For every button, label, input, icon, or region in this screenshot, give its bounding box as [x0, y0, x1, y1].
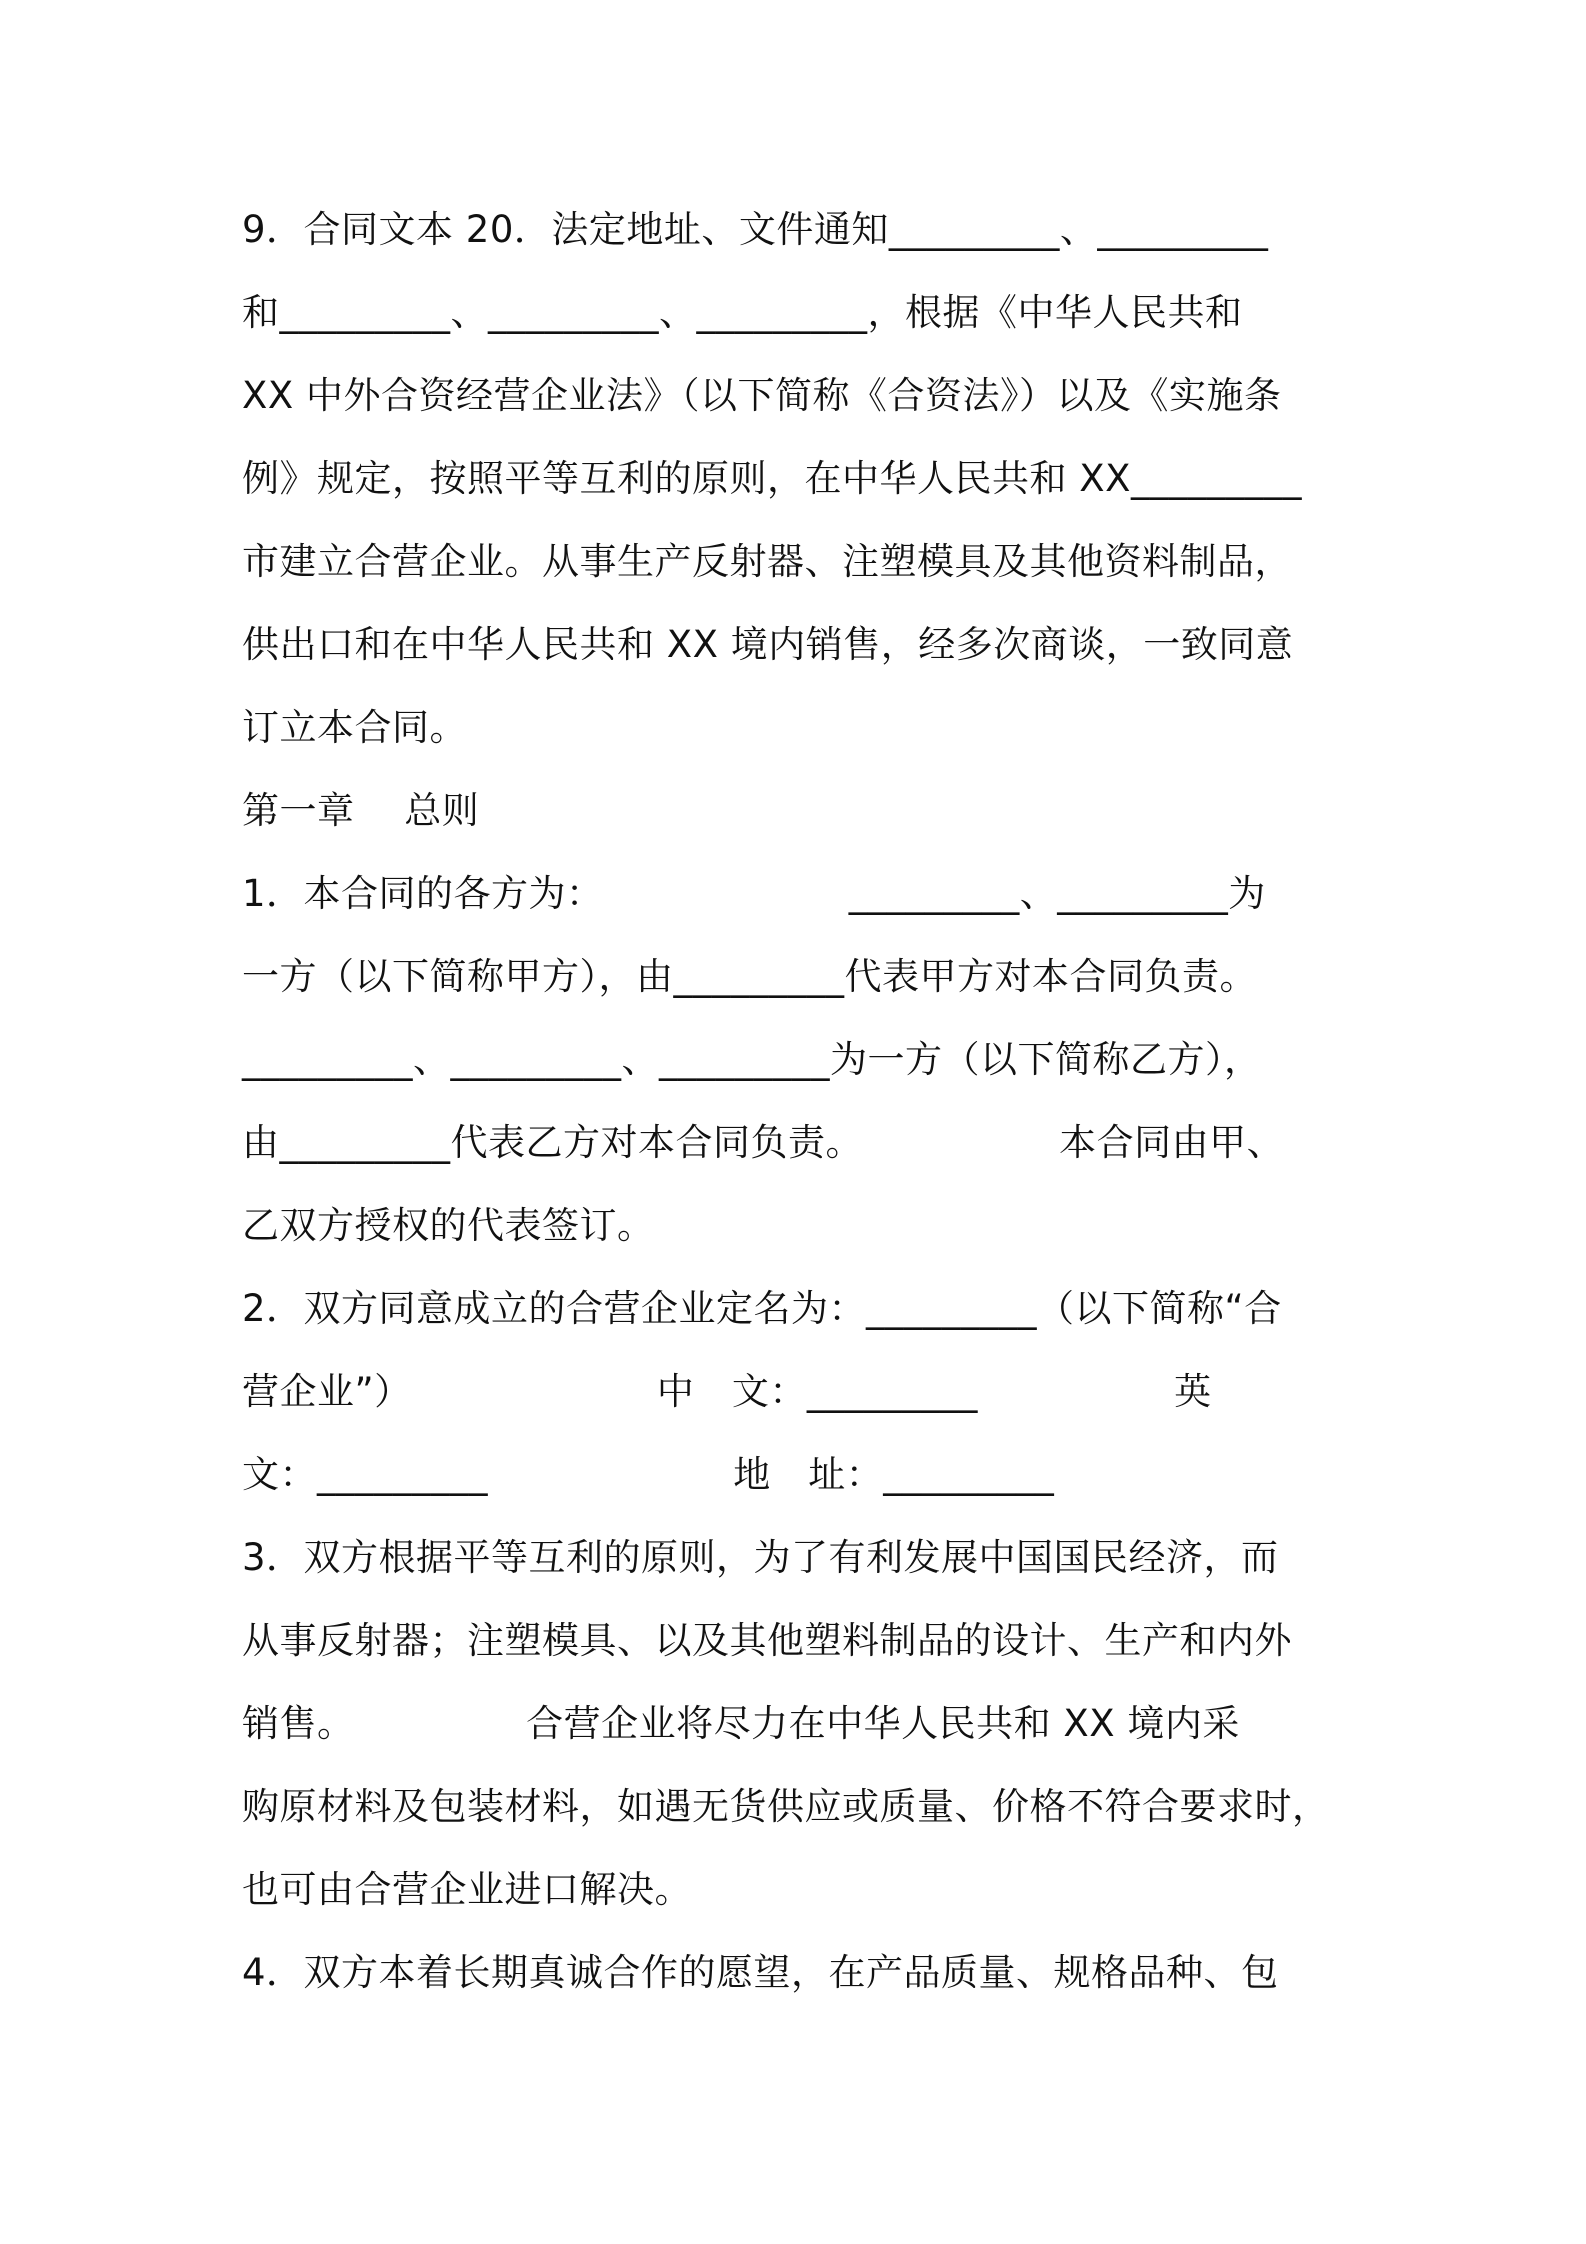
text-line-5: 市建立合营企业。从事生产反射器、注塑模具及其他资料制品，	[242, 540, 1292, 583]
text-line-12: 由_________代表乙方对本合同负责。 本合同由甲、	[242, 1121, 1285, 1164]
text-line-10: 一方（以下简称甲方），由_________代表甲方对本合同负责。	[242, 955, 1257, 998]
text-line-13: 乙双方授权的代表签订。	[242, 1204, 655, 1247]
chapter-heading: 第一章 总则	[242, 789, 480, 832]
text-line-11: _________、_________、_________为一方（以下简称乙方），	[242, 1038, 1262, 1081]
text-line-14: 2．双方同意成立的合营企业定名为：_________（以下简称“合	[242, 1287, 1282, 1330]
text-line-6: 供出口和在中华人民共和 XX 境内销售，经多次商谈，一致同意	[242, 623, 1294, 666]
text-line-2: 和_________、_________、_________，根据《中华人民共和	[242, 291, 1243, 334]
text-line-19: 销售。 合营企业将尽力在中华人民共和 XX 境内采	[242, 1702, 1240, 1745]
text-line-9: 1．本合同的各方为： _________、_________为	[242, 872, 1266, 915]
text-line-20: 购原材料及包装材料，如遇无货供应或质量、价格不符合要求时，	[242, 1785, 1330, 1828]
text-line-1: 9．合同文本 20．法定地址、文件通知_________、_________	[242, 208, 1269, 251]
text-line-4: 例》规定，按照平等互利的原则，在中华人民共和 XX_________	[242, 457, 1302, 500]
text-line-18: 从事反射器；注塑模具、以及其他塑料制品的设计、生产和内外	[242, 1619, 1292, 1662]
text-line-17: 3．双方根据平等互利的原则，为了有利发展中国国民经济，而	[242, 1536, 1279, 1579]
text-line-15: 营企业”） 中 文：_________ 英	[242, 1370, 1212, 1413]
text-line-7: 订立本合同。	[242, 706, 467, 749]
text-line-22: 4．双方本着长期真诚合作的愿望，在产品质量、规格品种、包	[242, 1951, 1279, 1994]
text-line-21: 也可由合营企业进口解决。	[242, 1868, 692, 1911]
text-line-3: XX 中外合资经营企业法》（以下简称《合资法》）以及《实施条	[242, 374, 1282, 417]
text-line-16: 文：_________ 地 址：_________	[242, 1453, 1055, 1496]
